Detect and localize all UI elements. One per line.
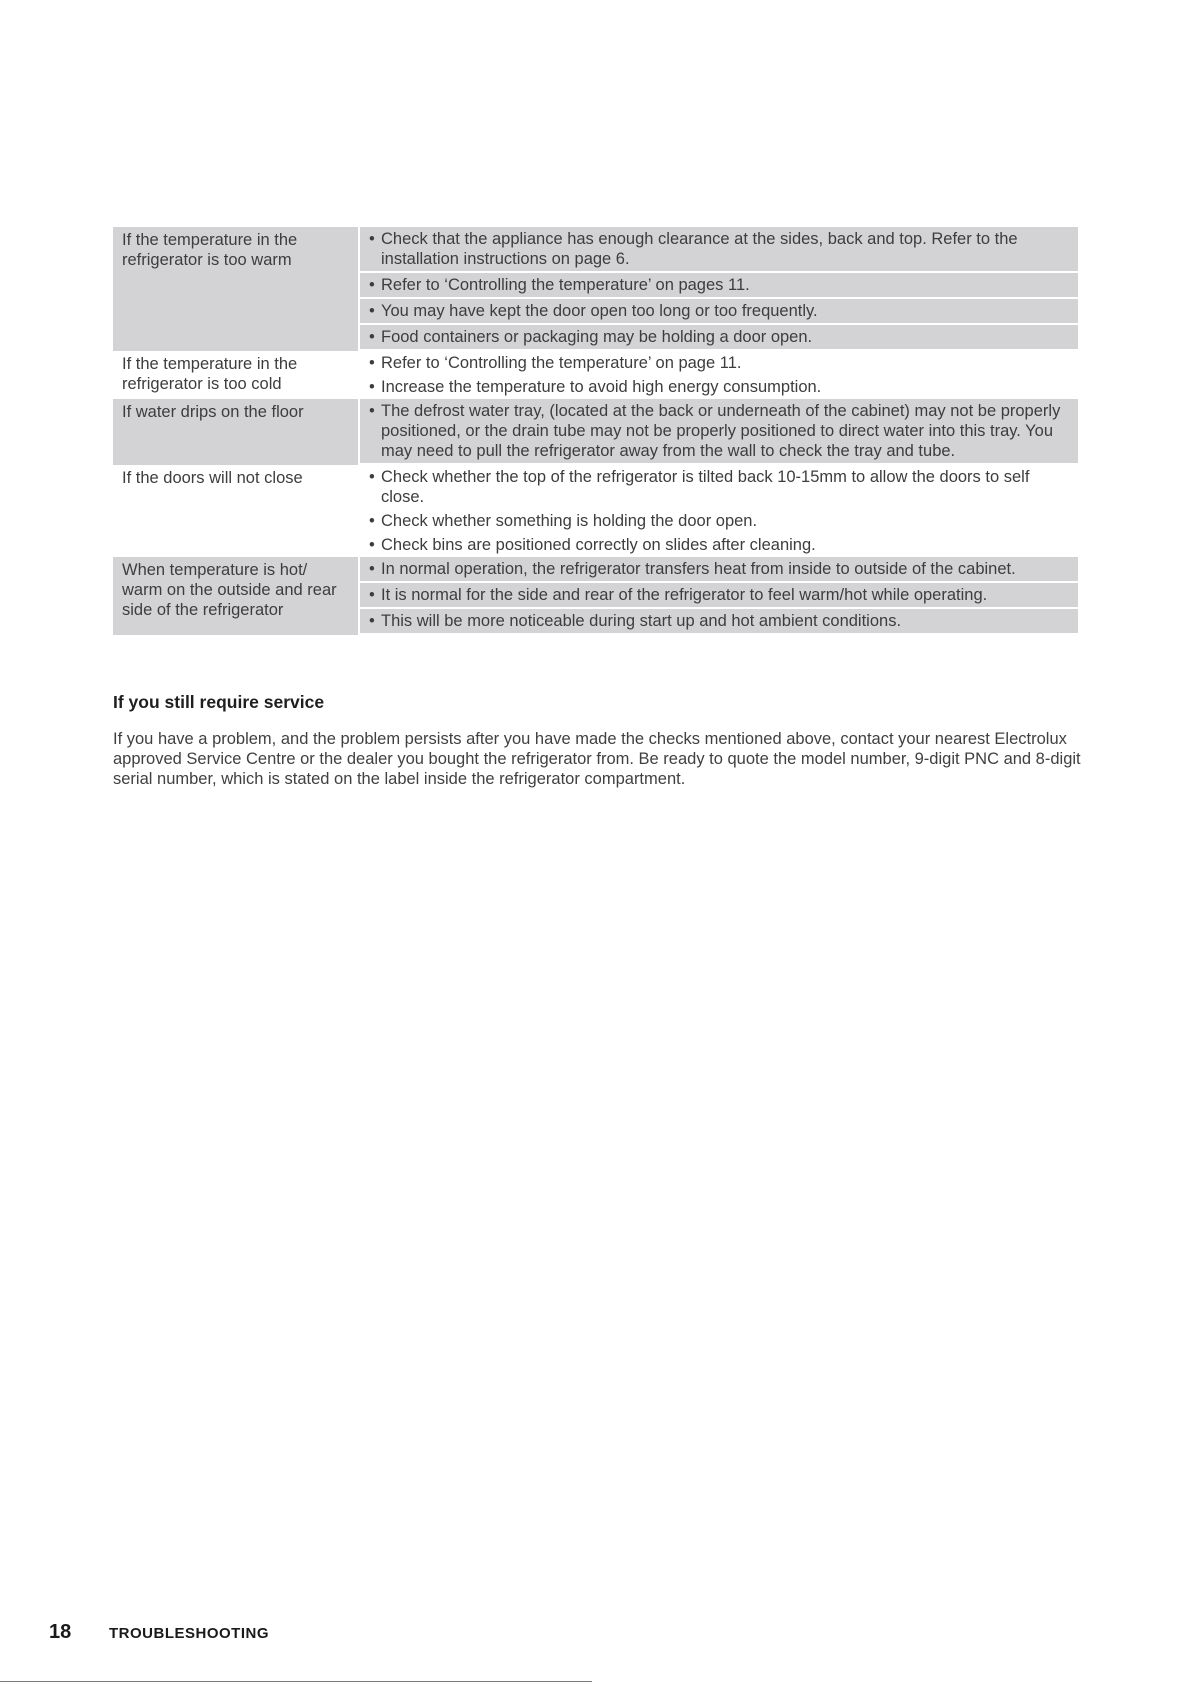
bullet-icon: • [369, 276, 375, 294]
solution-text: You may have kept the door open too long or too frequently. [381, 302, 818, 320]
solution-item [369, 327, 1070, 347]
troubleshooting-table [113, 227, 1078, 635]
solution-text: Check bins are positioned correctly on slides after cleaning. [381, 536, 816, 554]
solution-text: Refer to ‘Controlling the temperature’ on pages 11. [381, 276, 750, 294]
solution-item [369, 611, 1070, 631]
service-section-body: If you have a problem, and the problem persists after you have made the checks mentioned above, contact your nearest Electrolux approved Service Centre or the dealer you bought the refrigerator from. Be ready to quote the model number, 9-digit PNC and 8-digit serial number, which is stated on the label inside the refrigerator compartment. [113, 730, 1081, 788]
table-row [113, 351, 1078, 375]
solution-cell [360, 609, 1078, 635]
bullet-icon: • [369, 536, 375, 554]
table-row [113, 465, 1078, 509]
solution-cell [360, 325, 1078, 351]
solution-item [369, 585, 1070, 605]
bullet-icon: • [369, 402, 375, 420]
solution-cell [360, 273, 1078, 299]
solution-cell [360, 557, 1078, 583]
bullet-icon: • [369, 354, 375, 372]
problem-condition: If the temperature in the refrigerator is too warm [113, 227, 360, 351]
bullet-icon: • [369, 378, 375, 396]
solution-cell [360, 509, 1078, 533]
solution-text: The defrost water tray, (located at the back or underneath of the cabinet) may not be properly positioned, or the drain tube may not be properly positioned to direct water into this tray. You may need to pull the refrigerator away from the wall to check the tray and tube. [381, 402, 1061, 460]
solution-item [369, 229, 1070, 269]
bullet-icon: • [369, 586, 375, 604]
solution-cell [360, 399, 1078, 465]
troubleshooting-table-body [113, 227, 1078, 635]
solution-cell [360, 533, 1078, 557]
solution-item [369, 467, 1070, 507]
solution-text: This will be more noticeable during start up and hot ambient conditions. [381, 612, 902, 630]
solution-text: Check whether the top of the refrigerator is tilted back 10-15mm to allow the doors to self close. [381, 468, 1030, 506]
solution-item [369, 401, 1070, 461]
service-section-title: If you still require service [113, 692, 325, 712]
solution-text: It is normal for the side and rear of the refrigerator to feel warm/hot while operating. [381, 586, 988, 604]
solution-text: Check whether something is holding the door open. [381, 512, 758, 530]
problem-condition: If water drips on the floor [113, 399, 360, 465]
table-row [113, 399, 1078, 465]
bullet-icon: • [369, 612, 375, 630]
solution-item [369, 535, 1070, 555]
solution-cell [360, 227, 1078, 273]
solution-cell [360, 583, 1078, 609]
solution-cell [360, 299, 1078, 325]
solution-item [369, 559, 1070, 579]
problem-condition: When temperature is hot/ warm on the outside and rear side of the refrigerator [113, 557, 360, 635]
footer-rule [0, 1681, 592, 1682]
solution-item [369, 377, 1070, 397]
page-number: 18 [49, 1621, 72, 1643]
footer-section-name: TROUBLESHOOTING [109, 1625, 269, 1642]
solution-item [369, 353, 1070, 373]
problem-condition: If the doors will not close [113, 465, 360, 557]
bullet-icon: • [369, 512, 375, 530]
solution-item [369, 511, 1070, 531]
problem-condition: If the temperature in the refrigerator is too cold [113, 351, 360, 399]
bullet-icon: • [369, 230, 375, 248]
bullet-icon: • [369, 302, 375, 320]
solution-text: Check that the appliance has enough clearance at the sides, back and top. Refer to the installation instructions on page 6. [381, 230, 1018, 268]
solution-cell [360, 375, 1078, 399]
solution-text: Refer to ‘Controlling the temperature’ on page 11. [381, 354, 742, 372]
solution-item [369, 301, 1070, 321]
table-row [113, 227, 1078, 273]
bullet-icon: • [369, 468, 375, 486]
solution-text: Increase the temperature to avoid high energy consumption. [381, 378, 822, 396]
solution-text: Food containers or packaging may be holding a door open. [381, 328, 813, 346]
bullet-icon: • [369, 560, 375, 578]
solution-cell [360, 351, 1078, 375]
solution-text: In normal operation, the refrigerator transfers heat from inside to outside of the cabinet. [381, 560, 1016, 578]
bullet-icon: • [369, 328, 375, 346]
solution-cell [360, 465, 1078, 509]
solution-item [369, 275, 1070, 295]
table-row [113, 557, 1078, 583]
